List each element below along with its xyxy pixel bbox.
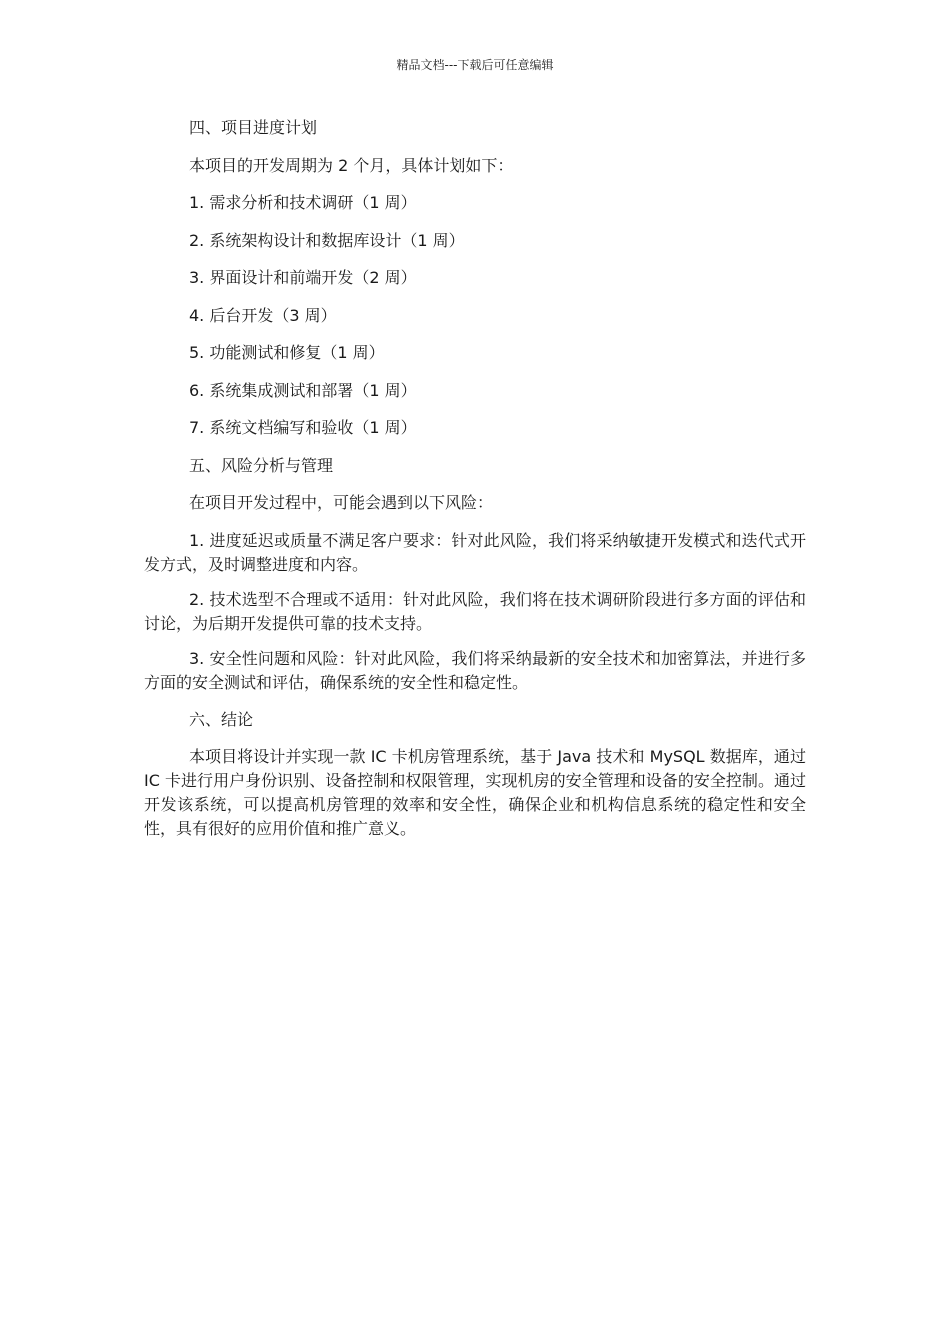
page-header: 精品文档---下载后可任意编辑 [396, 58, 554, 72]
schedule-item: 3. 界面设计和前端开发（2 周） [189, 268, 417, 287]
section-intro: 本项目的开发周期为 2 个月，具体计划如下： [189, 155, 514, 175]
schedule-item: 6. 系统集成测试和部署（1 周） [189, 380, 417, 400]
conclusion-paragraph: 本项目将设计并实现一款 IC 卡机房管理系统，基于 Java 技术和 MySQL 数据库，通过 IC 卡进行用户身份识别、设备控制和权限管理，实现机房的安全管理和设备的安全控制。通过开发该系统，可以提高机房管理的效率和安全性，确保企业和机构信息系统的稳定性和安全性，具有很好的应用价值和推广意义。 [144, 747, 806, 838]
schedule-item: 2. 系统架构设计和数据库设计（1 周） [189, 230, 465, 250]
schedule-item: 1. 需求分析和技术调研（1 周） [189, 193, 417, 212]
section-heading: 四、项目进度计划 [189, 118, 318, 137]
risk-paragraph: 1. 进度延迟或质量不满足客户要求：针对此风险，我们将采纳敏捷开发模式和迭代式开发方式，及时调整进度和内容。 [144, 530, 806, 574]
section-heading: 六、结论 [189, 709, 254, 729]
risk-paragraph: 2. 技术选型不合理或不适用：针对此风险，我们将在技术调研阶段进行多方面的评估和讨论，为后期开发提供可靠的技术支持。 [144, 589, 806, 633]
risk-paragraph: 3. 安全性问题和风险：针对此风险，我们将采纳最新的安全技术和加密算法，并进行多方面的安全测试和评估，确保系统的安全性和稳定性。 [144, 648, 806, 692]
document-body [144, 116, 806, 852]
schedule-item: 7. 系统文档编写和验收（1 周） [189, 418, 417, 437]
schedule-item: 5. 功能测试和修复（1 周） [189, 343, 385, 362]
section-heading: 五、风险分析与管理 [189, 455, 334, 475]
section-intro: 在项目开发过程中，可能会遇到以下风险： [189, 493, 494, 512]
schedule-item: 4. 后台开发（3 周） [189, 305, 337, 325]
